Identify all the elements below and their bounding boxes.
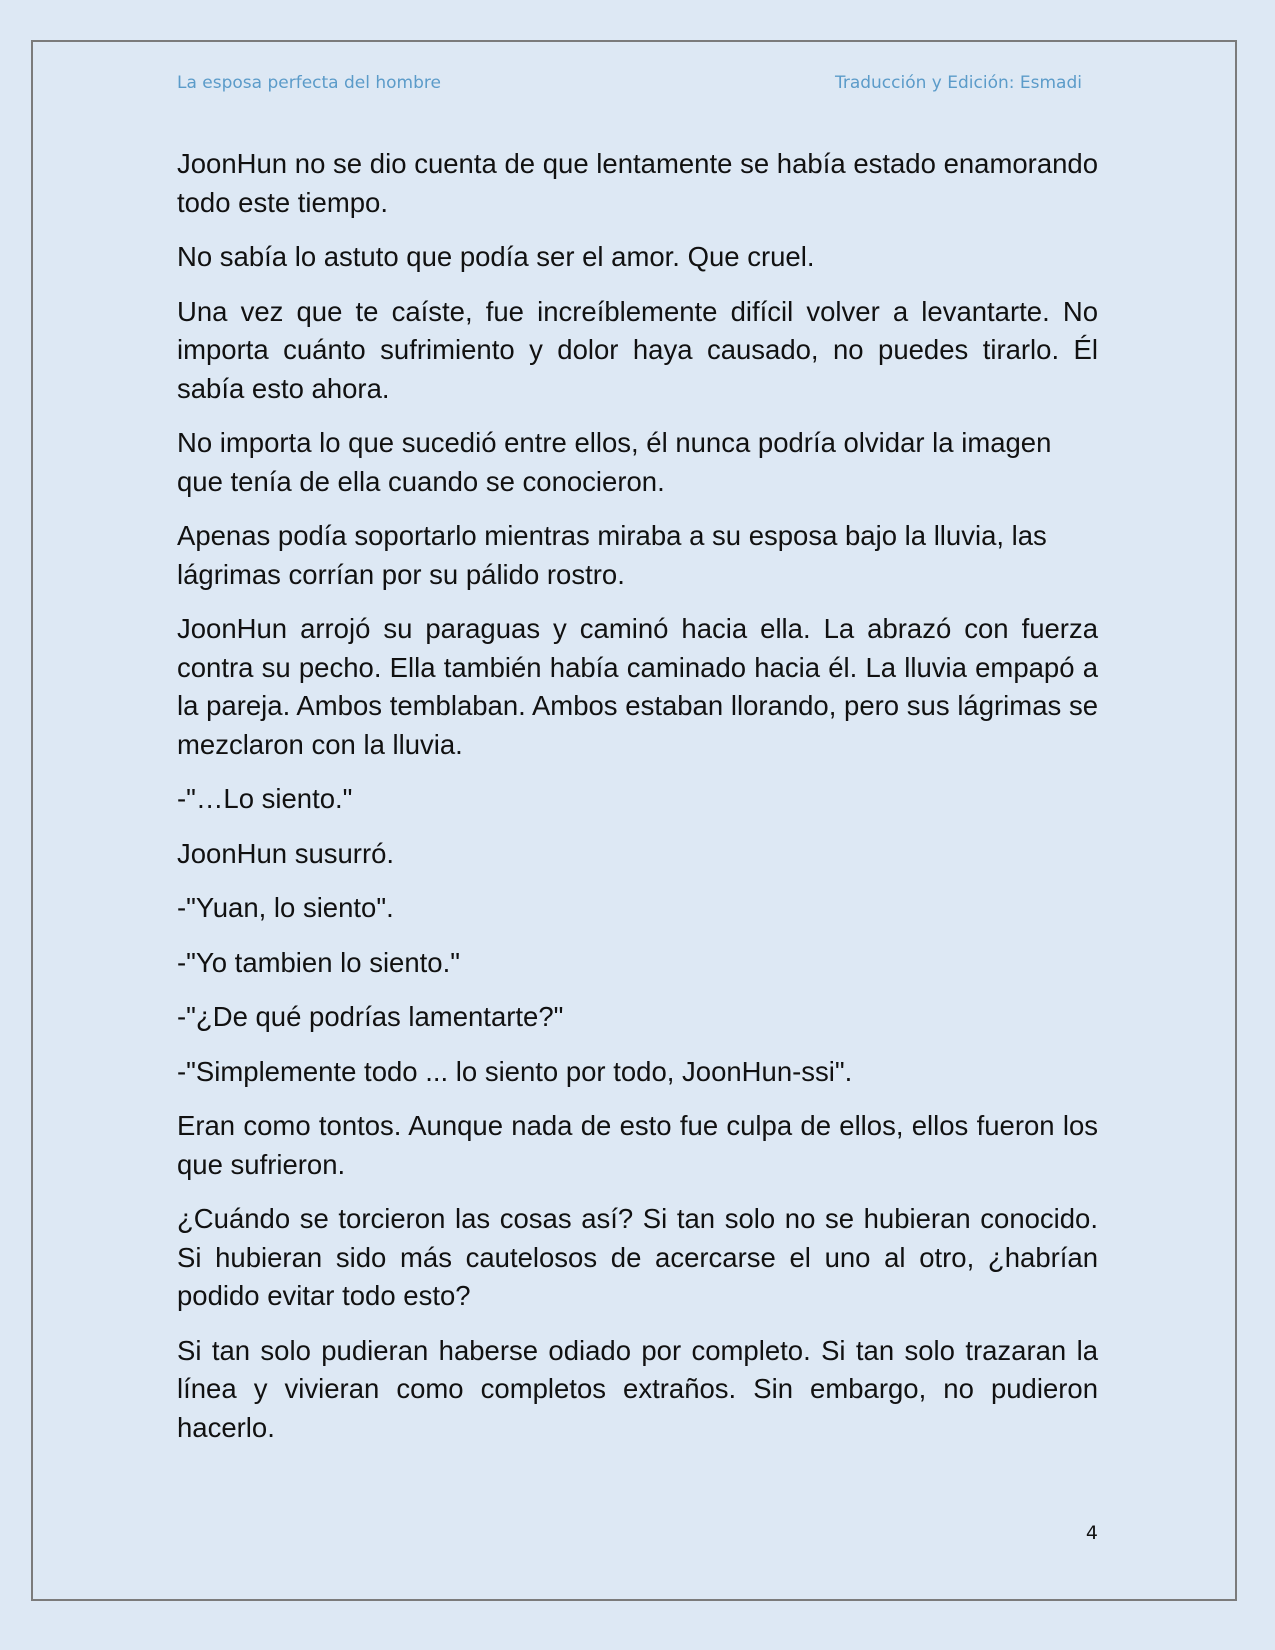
dialogue-line: -"Yo tambien lo siento." [177,946,460,978]
paragraph: JoonHun susurró. [177,837,395,869]
paragraph: No importa lo que sucedió entre ellos, él nunca podría olvidar la imagen que tenía de ella cuando se conocieron. [177,427,1052,497]
header-translation-credit: Traducción y Edición: Esmadi [834,73,1082,93]
dialogue-line: -"Simplemente todo ... lo siento por todo, JoonHun-ssi". [177,1055,853,1087]
paragraph: JoonHun no se dio cuenta de que lentamente se había estado enamorando todo este tiempo. [177,148,1098,218]
page-number: 4 [1085,1522,1098,1544]
paragraph: Eran como tontos. Aunque nada de esto fue culpa de ellos, ellos fueron los que sufrieron. [177,1110,1098,1180]
dialogue-line: -"…Lo siento." [177,783,353,814]
header-book-title: La esposa perfecta del hombre [177,73,441,93]
body-text [177,145,1098,1463]
paragraph: No sabía lo astuto que podía ser el amor. Que cruel. [177,241,815,272]
paragraph: Una vez que te caíste, fue increíblemente difícil volver a levantarte. No importa cuánto sufrimiento y dolor haya causado, no puedes tirarlo. Él sabía esto ahora. [177,295,1098,404]
paragraph: JoonHun arrojó su paraguas y caminó hacia ella. La abrazó con fuerza contra su pecho. Ella también había caminado hacia él. La lluvia empapó a la pareja. Ambos temblaban. Ambos estaban llorando, pero sus lágrimas se mezclaron con la lluvia. [177,613,1098,760]
dialogue-line: -"Yuan, lo siento". [177,892,394,923]
paragraph: Apenas podía soportarlo mientras miraba a su esposa bajo la lluvia, las lágrimas corrían por su pálido rostro. [177,520,1047,590]
paragraph: ¿Cuándo se torcieron las cosas así? Si tan solo no se hubieran conocido. Si hubieran sido más cautelosos de acercarse el uno al otro, ¿habrían podido evitar todo esto? [177,1203,1098,1311]
dialogue-line: -"¿De qué podrías lamentarte?" [177,1001,564,1032]
running-header [177,73,1082,99]
paragraph: Si tan solo pudieran haberse odiado por completo. Si tan solo trazaran la línea y vivieran como completos extraños. Sin embargo, no pudieron hacerlo. [177,1334,1098,1443]
